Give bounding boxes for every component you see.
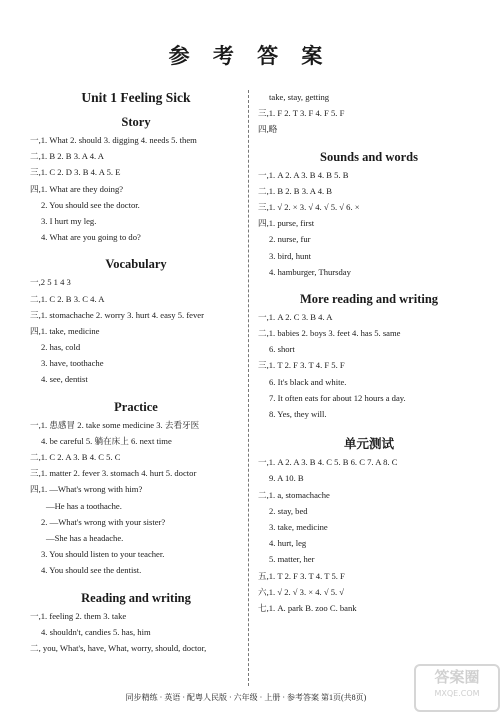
- answer-line: 四,1. What are they doing?: [30, 183, 124, 194]
- answer-line: —He has a toothache.: [46, 500, 122, 511]
- answer-line: 二,1. C 2. A 3. B 4. C 5. C: [30, 452, 121, 462]
- column-divider: [248, 90, 249, 686]
- answer-line: 4. shouldn't, candies 5. has, him: [41, 626, 151, 637]
- answer-line: 一,1. A 2. A 3. B 4. B 5. B: [258, 169, 349, 180]
- section-heading-sounds-words: Sounds and words: [320, 149, 418, 164]
- answer-line: 2. stay, bed: [269, 505, 308, 516]
- answer-line: 六,1. √ 2. √ 3. × 4. √ 5. √: [258, 586, 345, 597]
- answer-line: 三,1. F 2. T 3. F 4. F 5. F: [258, 108, 345, 119]
- answer-line: 2. has, cold: [41, 342, 81, 353]
- answer-line: 4. hamburger, Thursday: [269, 266, 351, 277]
- answer-line: 一,2 5 1 4 3: [30, 277, 71, 288]
- watermark-text: 答案圈: [434, 668, 480, 686]
- answer-line: 一,1. feeling 2. them 3. take: [30, 610, 127, 621]
- answer-line: 四,略: [258, 124, 278, 135]
- answer-line: 七,1. A. park B. zoo C. bank: [258, 602, 357, 613]
- answer-line: 8. Yes, they will.: [269, 409, 327, 419]
- answer-line: 一,1. A 2. C 3. B 4. A: [258, 311, 333, 322]
- page-title: 参 考 答 案: [168, 44, 332, 68]
- section-heading-vocabulary: Vocabulary: [105, 257, 167, 272]
- answer-line: 4. You should see the dentist.: [41, 565, 142, 576]
- answer-line: 四,1. —What's wrong with him?: [30, 484, 143, 495]
- section-heading-reading-writing: Reading and writing: [81, 590, 191, 605]
- left-column: [30, 86, 242, 659]
- answer-line: 3. You should listen to your teacher.: [41, 549, 165, 560]
- answer-line: 3. bird, hunt: [269, 250, 312, 261]
- watermark-url: MXQE.COM: [434, 689, 480, 698]
- answer-line: 3. I hurt my leg.: [41, 215, 97, 226]
- answer-line: 9. A 10. B: [269, 473, 304, 484]
- answer-line: 4. hurt, leg: [269, 538, 307, 549]
- answer-line: 三,1. matter 2. fever 3. stomach 4. hurt 5. doctor: [30, 468, 197, 479]
- answer-line: 4. What are you going to do?: [41, 232, 141, 243]
- answer-line: 6. short: [269, 344, 295, 355]
- section-heading-unit-test: 单元测试: [343, 437, 394, 452]
- answer-line: 4. be careful 5. 躺在床上 6. next time: [41, 435, 172, 446]
- answer-line: 7. It often eats for about 12 hours a day.: [269, 392, 406, 403]
- answer-line: 二,1. babies 2. boys 3. feet 4. has 5. same: [258, 328, 401, 339]
- answer-line: 三,1. stomachache 2. worry 3. hurt 4. easy 5. fever: [30, 309, 204, 320]
- answer-line: take, stay, getting: [269, 92, 330, 102]
- answer-line: 三,1. C 2. D 3. B 4. A 5. E: [30, 167, 121, 178]
- answer-line: 5. matter, her: [269, 554, 315, 565]
- answer-line: 二,1. B 2. B 3. A 4. A: [30, 151, 105, 162]
- answer-line: 4. see, dentist: [41, 374, 88, 385]
- answer-line: 一,1. What 2. should 3. digging 4. needs 5. them: [30, 135, 197, 145]
- answer-line: 一,1. A 2. A 3. B 4. C 5. B 6. C 7. A 8. C: [258, 457, 398, 468]
- unit-title: Unit 1 Feeling Sick: [81, 90, 191, 105]
- answer-line: 2. —What's wrong with your sister?: [41, 516, 166, 527]
- page-footer: 同步精练 · 英语 · 配粤人民版 · 六年级 · 上册 · 参考答案 第1页(共8页): [125, 693, 367, 702]
- answer-line: 3. have, toothache: [41, 358, 104, 369]
- answer-line: 五,1. T 2. F 3. T 4. T 5. F: [258, 570, 345, 581]
- answer-line: 2. You should see the doctor.: [41, 199, 140, 210]
- answer-line: 三,1. √ 2. × 3. √ 4. √ 5. √ 6. ×: [258, 201, 360, 212]
- answer-line: 三,1. T 2. F 3. T 4. F 5. F: [258, 360, 345, 371]
- section-heading-practice: Practice: [114, 399, 158, 414]
- answer-line: 2. nurse, fur: [269, 234, 311, 245]
- answer-line: 6. It's black and white.: [269, 376, 347, 387]
- watermark-logo: [414, 664, 500, 712]
- section-heading-story: Story: [121, 115, 151, 129]
- answer-line: 二,1. a, stomachache: [258, 489, 330, 500]
- answer-line: 二,1. C 2. B 3. C 4. A: [30, 293, 105, 304]
- answer-line: 二, you, What's, have, What, worry, should, doctor,: [30, 642, 207, 653]
- answer-line: 一,1. 患感冒 2. take some medicine 3. 去看牙医: [30, 419, 200, 430]
- answer-line: 二,1. B 2. B 3. A 4. B: [258, 185, 333, 196]
- answer-line: 3. take, medicine: [269, 521, 328, 532]
- answer-line: 四,1. take, medicine: [30, 325, 100, 336]
- answer-line: —She has a headache.: [46, 532, 124, 543]
- right-column: [258, 92, 480, 619]
- section-heading-more-reading: More reading and writing: [299, 291, 439, 306]
- answer-line: 四,1. purse, first: [258, 218, 315, 229]
